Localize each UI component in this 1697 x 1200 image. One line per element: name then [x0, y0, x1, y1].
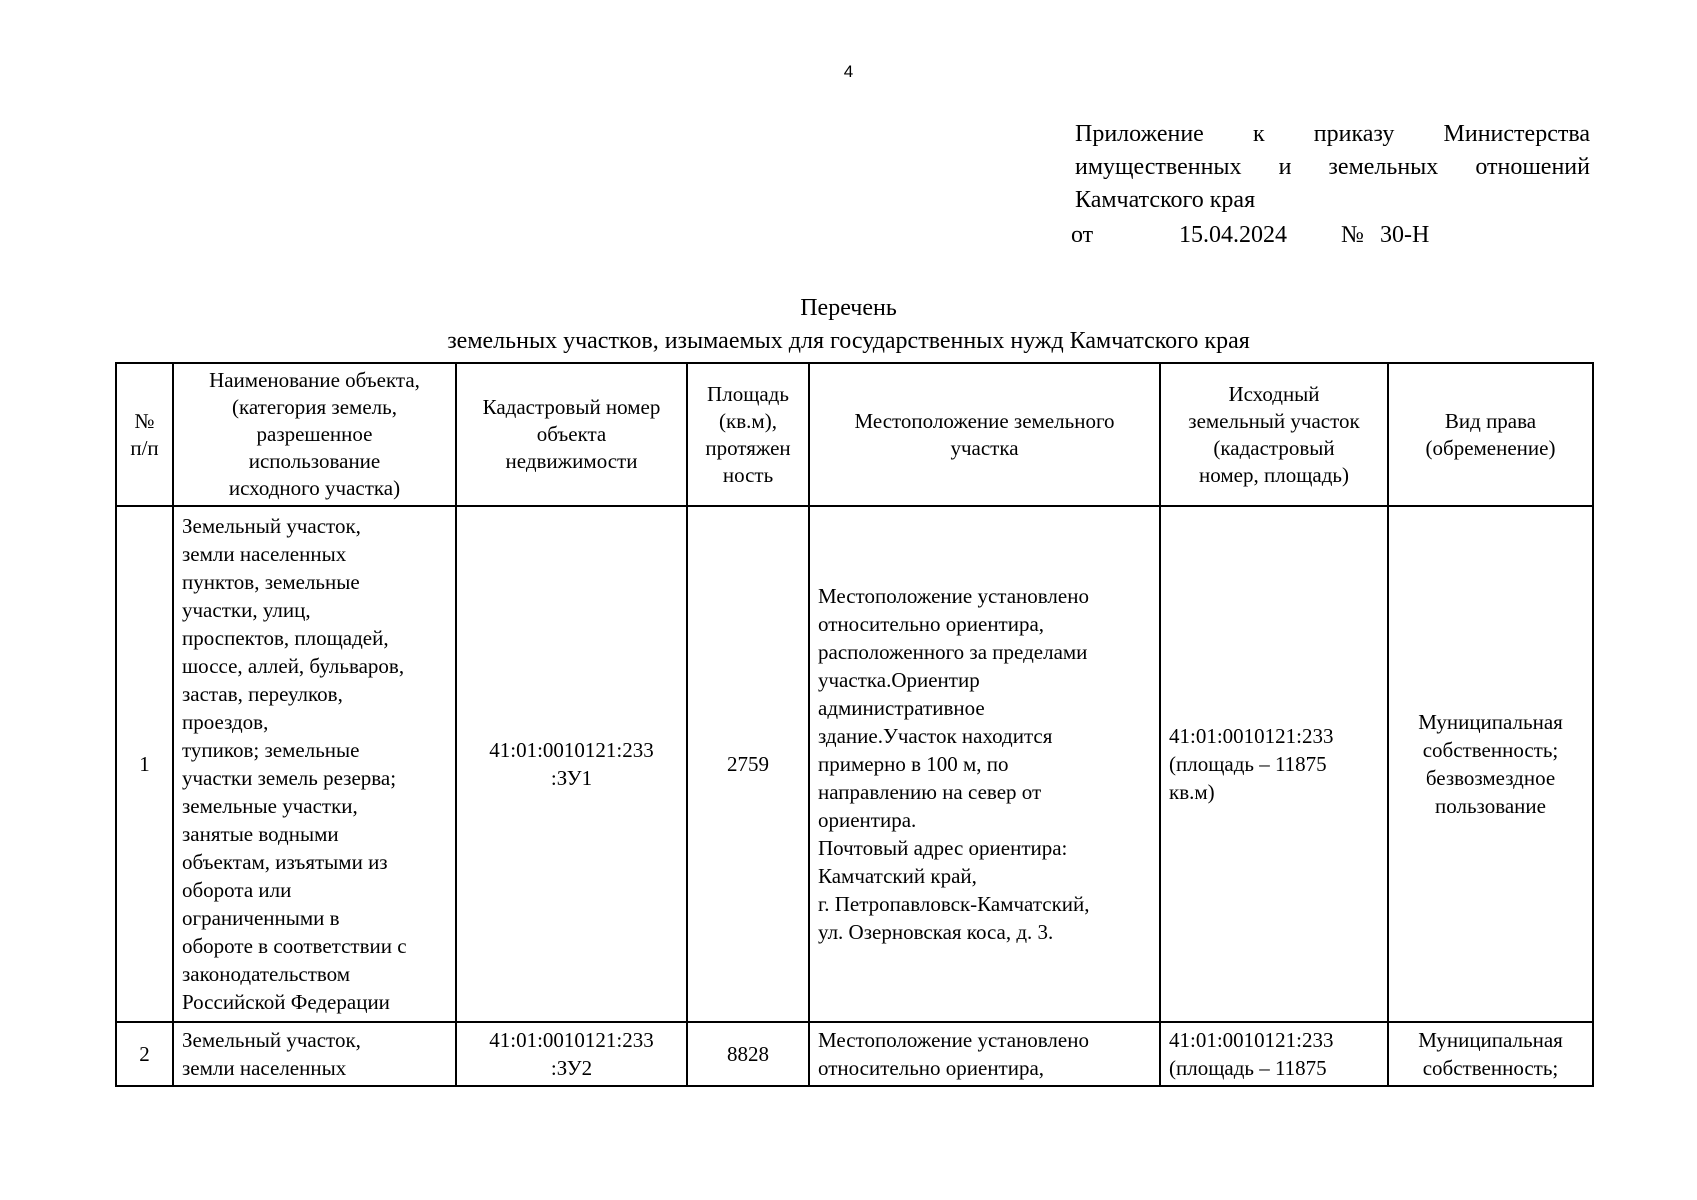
document-title — [0, 292, 1697, 358]
cell-object-name: Земельный участок, земли населенных пунктов, земельные участки, улиц, проспектов, площадей, шоссе, аллей, бульваров, застав, переулков, проездов, тупиков; земельные участки земель резерва; земельные участки, занятые водными объектам, изъятыми из оборота или ограниченными в обороте в соответствии с законодательством Российской Федерации — [173, 506, 456, 1022]
land-plots-table — [115, 362, 1594, 1087]
order-date-line — [1071, 219, 1591, 252]
header-cadastral-number: Кадастровый номер объекта недвижимости — [456, 363, 687, 506]
header-location: Местоположение земельного участка — [809, 363, 1160, 506]
cell-number: 1 — [116, 506, 173, 1022]
cell-source-plot: 41:01:0010121:233 (площадь – 11875 — [1160, 1022, 1388, 1086]
cell-source-plot: 41:01:0010121:233 (площадь – 11875 кв.м) — [1160, 506, 1388, 1022]
header-source-plot: Исходный земельный участок (кадастровый номер, площадь) — [1160, 363, 1388, 506]
header-object-name: Наименование объекта, (категория земель, разрешенное использование исходного участка) — [173, 363, 456, 506]
appendix-line-2: имущественных и земельных отношений — [1075, 154, 1590, 180]
appendix-line-1: Приложение к приказу Министерства — [1075, 121, 1590, 147]
header-area: Площадь (кв.м), протяжен ность — [687, 363, 809, 506]
cell-object-name: Земельный участок, земли населенных — [173, 1022, 456, 1086]
cell-location: Местоположение установлено относительно ориентира, расположенного за пределами участка.Ориентир административное здание.Участок находится примерно в 100 м, по направлению на север от ориентира. Почтовый адрес ориентира: Камчатский край, г. Петропавловск-Камчатский, ул. Озерновская коса, д. 3. — [809, 506, 1160, 1022]
number-sign: № — [1341, 222, 1364, 248]
cell-area: 2759 — [687, 506, 809, 1022]
header-number: № п/п — [116, 363, 173, 506]
appendix-header — [1071, 118, 1590, 248]
table-header-row — [116, 363, 1593, 506]
date-prefix: от — [1071, 222, 1094, 248]
title-line-2: земельных участков, изымаемых для государственных нужд Камчатского края — [447, 328, 1250, 354]
page-number: 4 — [843, 62, 854, 81]
cell-cadastral-number: 41:01:0010121:233 :ЗУ1 — [456, 506, 687, 1022]
cell-number: 2 — [116, 1022, 173, 1086]
title-line-1: Перечень — [800, 295, 897, 321]
cell-area: 8828 — [687, 1022, 809, 1086]
table-row — [116, 1022, 1593, 1086]
header-right-type: Вид права (обременение) — [1388, 363, 1593, 506]
cell-right-type: Муниципальная собственность; безвозмездное пользование — [1388, 506, 1593, 1022]
cell-location: Местоположение установлено относительно ориентира, — [809, 1022, 1160, 1086]
order-date: 15.04.2024 — [1179, 222, 1287, 248]
cell-cadastral-number: 41:01:0010121:233 :ЗУ2 — [456, 1022, 687, 1086]
order-number: 30-Н — [1380, 222, 1430, 248]
cell-right-type: Муниципальная собственность; — [1388, 1022, 1593, 1086]
appendix-line-3: Камчатского края — [1075, 187, 1256, 213]
table-row — [116, 506, 1593, 1022]
